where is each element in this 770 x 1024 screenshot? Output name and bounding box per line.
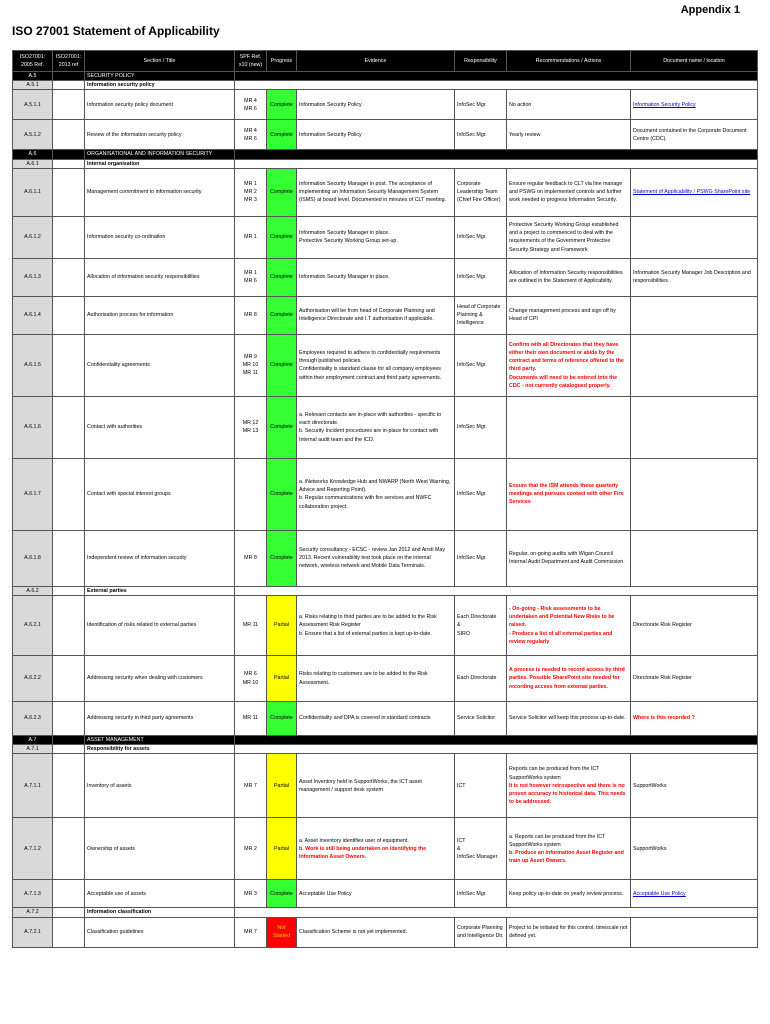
progress-status: Complete — [267, 396, 297, 458]
control-ref: A.6.1.2 — [13, 216, 53, 258]
progress-status: Complete — [267, 168, 297, 216]
recommendation-text: a. Reports can be produced from the ICT SupportWorks system b. Produce an information Asset Register and train up Asset Owners. — [507, 818, 631, 880]
control-row — [13, 216, 758, 258]
subsection-ref: A.7.1 — [13, 745, 53, 754]
evidence-text: a. Risks relating to third parties are to be added to the Risk Assessment Risk Register b. Ensure that a list of external parties is kept up-to-date. — [297, 596, 455, 656]
document-location — [631, 334, 758, 396]
control-title: Addressing security when dealing with customers — [85, 656, 235, 702]
control-row — [13, 296, 758, 334]
spf-ref: MR 11 — [235, 702, 267, 736]
control-row — [13, 917, 758, 947]
control-ref: A.6.1.5 — [13, 334, 53, 396]
spf-ref — [235, 458, 267, 530]
responsibility-text: Head of Corporate Planning & Intelligence — [455, 296, 507, 334]
subsection-title: Responsibility for assets — [85, 745, 235, 754]
control-row — [13, 90, 758, 120]
spf-ref: MR 8 — [235, 296, 267, 334]
section-ref: A.7 — [13, 736, 53, 745]
control-title: Independent review of information security — [85, 530, 235, 586]
evidence-text: Employees required to adhere to confidentially requirements through published policies. Confidentiality is standard clause for all company employees within their employment contract and third party agreements. — [297, 334, 455, 396]
control-ref: A.6.1.6 — [13, 396, 53, 458]
recommendation-text: Protective Security Working Group established and a project to commenced to deal with the requirements of the Government Protective Security Strategy and Framework — [507, 216, 631, 258]
recommendation-text: Yearly review — [507, 120, 631, 150]
control-ref: A.7.1.2 — [13, 818, 53, 880]
control-ref: A.5.1.1 — [13, 90, 53, 120]
page-title: ISO 27001 Statement of Applicability — [12, 24, 220, 38]
spf-ref: MR 11 — [235, 596, 267, 656]
subsection-ref: A.5.1 — [13, 81, 53, 90]
section-row — [13, 736, 758, 745]
progress-status: Partial — [267, 818, 297, 880]
progress-status: Complete — [267, 216, 297, 258]
responsibility-text: InfoSec Mgr. — [455, 530, 507, 586]
control-row — [13, 334, 758, 396]
recommendation-text: Keep policy up-to-date on yearly review process. — [507, 880, 631, 908]
subsection-ref: A.6.2 — [13, 586, 53, 595]
document-location — [631, 216, 758, 258]
control-ref: A.5.1.2 — [13, 120, 53, 150]
control-row — [13, 458, 758, 530]
responsibility-text: InfoSec Mgr. — [455, 334, 507, 396]
recommendation-text: Service Solicitor will keep this process up-to-date. — [507, 702, 631, 736]
recommendation-text: - On-going - Risk assessments to be undertaken and Potential New Risks to be raised. - Produce a list of all external parties and review regularly — [507, 596, 631, 656]
evidence-text: Information Security Manager in place. Protective Security Working Group set-up. — [297, 216, 455, 258]
col-responsibility: Responsibility — [455, 51, 507, 72]
responsibility-text: InfoSec Mgr. — [455, 396, 507, 458]
evidence-text: Authorisation will be from head of Corporate Planning and Intelligence Directorate and I.T authorisation if applicable. — [297, 296, 455, 334]
evidence-text: Information Security Manager in place. — [297, 258, 455, 296]
col-spf-ref: SPF Ref. x10 (new) — [235, 51, 267, 72]
document-location — [631, 296, 758, 334]
recommendation-text — [507, 396, 631, 458]
recommendation-text: Ensure that the ISM attends these quarterly meetings and pursues contact with other Fire Services — [507, 458, 631, 530]
evidence-text: a. Asset Inventory identifies user of equipment. b. Work is still being undertaken on identifying the Information Asset Owners. — [297, 818, 455, 880]
document-location: Directorate Risk Register — [631, 656, 758, 702]
evidence-text: Confidentiality and DPA is covered in standard contracts — [297, 702, 455, 736]
recommendation-text: Confirm with all Directorates that they have either their own document or abide by the contract and terms of reference offered to the third party. Documents will need to be entered into the CDC - not currently catalogued properly. — [507, 334, 631, 396]
spf-ref: MR 7 — [235, 754, 267, 818]
spf-ref: MR 4 MR 6 — [235, 90, 267, 120]
control-ref: A.6.2.3 — [13, 702, 53, 736]
document-location: SupportWorks — [631, 818, 758, 880]
control-ref: A.6.2.1 — [13, 596, 53, 656]
subsection-row — [13, 745, 758, 754]
col-evidence: Evidence — [297, 51, 455, 72]
col-iso2005-ref: ISO27001: 2005 Ref. — [13, 51, 53, 72]
responsibility-text: InfoSec Mgr. — [455, 216, 507, 258]
control-row — [13, 120, 758, 150]
spf-ref: MR 1 MR 2 MR 3 — [235, 168, 267, 216]
col-iso2013-ref: ISO27001: 2013 ref — [53, 51, 85, 72]
control-ref: A.7.1.1 — [13, 754, 53, 818]
progress-status: Complete — [267, 334, 297, 396]
control-title: Allocation of information security responsibilities — [85, 258, 235, 296]
control-title: Acceptable use of assets — [85, 880, 235, 908]
control-row — [13, 818, 758, 880]
evidence-text: a. Relevant contacts are in-place with authorities - specific to each directorate. b. Security Incident procedures are in-place for contact with Internal audit team and the ICO. — [297, 396, 455, 458]
control-row — [13, 880, 758, 908]
responsibility-text: InfoSec Mgr. — [455, 90, 507, 120]
recommendation-text: Change management process and sign off by Head of CPI — [507, 296, 631, 334]
responsibility-text: Service Solicitor — [455, 702, 507, 736]
control-title: Inventory of assets — [85, 754, 235, 818]
evidence-text: a. iNetworks Knowledge Hub and NWARP (North West Warning, Advice and Reporting Point). b. Regular communications with fire services and NWFC collaboration project. — [297, 458, 455, 530]
control-title: Addressing security in third party agreements — [85, 702, 235, 736]
control-title: Identification of risks related to external parties — [85, 596, 235, 656]
evidence-text: Classification Scheme is not yet implemented. — [297, 917, 455, 947]
section-ref: A.6 — [13, 150, 53, 159]
col-section-title: Section / Title — [85, 51, 235, 72]
col-progress: Progress — [267, 51, 297, 72]
control-title: Review of the information security policy — [85, 120, 235, 150]
subsection-row — [13, 159, 758, 168]
progress-status: Complete — [267, 90, 297, 120]
responsibility-text: Each Directorate — [455, 656, 507, 702]
control-ref: A.6.1.3 — [13, 258, 53, 296]
evidence-text: Asset Inventory held in SupportWorks, the ICT asset management / support desk system — [297, 754, 455, 818]
subsection-row — [13, 908, 758, 917]
control-ref: A.7.1.3 — [13, 880, 53, 908]
statement-of-applicability-table — [12, 50, 758, 948]
evidence-text: Information Security Manager in post. The acceptance of implementing an Information Security Management System (ISMS) at board level. Documented in minutes of CLT meeting. — [297, 168, 455, 216]
control-row — [13, 396, 758, 458]
document-location — [631, 458, 758, 530]
control-title: Classification guidelines — [85, 917, 235, 947]
progress-status: Complete — [267, 258, 297, 296]
spf-ref: MR 3 — [235, 880, 267, 908]
header-row — [13, 51, 758, 72]
subsection-ref: A.6.1 — [13, 159, 53, 168]
control-ref: A.6.1.7 — [13, 458, 53, 530]
subsection-title: External parties — [85, 586, 235, 595]
responsibility-text: Each Directorate & SIRO — [455, 596, 507, 656]
spf-ref: MR 1 — [235, 216, 267, 258]
control-title: Contact with authorities — [85, 396, 235, 458]
control-ref: A.6.2.2 — [13, 656, 53, 702]
col-recommendations: Recommendations / Actions — [507, 51, 631, 72]
spf-ref: MR 8 — [235, 530, 267, 586]
control-row — [13, 530, 758, 586]
control-title: Contact with special interest groups — [85, 458, 235, 530]
subsection-row — [13, 586, 758, 595]
document-location: Where is this recorded ? — [631, 702, 758, 736]
control-row — [13, 258, 758, 296]
section-row — [13, 72, 758, 81]
subsection-title: Information security policy — [85, 81, 235, 90]
progress-status: Complete — [267, 702, 297, 736]
document-location — [631, 530, 758, 586]
spf-ref: MR 4 MR 6 — [235, 120, 267, 150]
recommendation-text: Project to be initiated for this control, timescale not defined yet. — [507, 917, 631, 947]
control-title: Confidentiality agreements — [85, 334, 235, 396]
progress-status: Partial — [267, 754, 297, 818]
control-row — [13, 168, 758, 216]
evidence-text: Risks relating to customers are to be added to the Risk Assessment. — [297, 656, 455, 702]
progress-status: Complete — [267, 296, 297, 334]
section-title: ASSET MANAGEMENT — [85, 736, 235, 745]
spf-ref: MR 6 MR 10 — [235, 656, 267, 702]
spf-ref: MR 7 — [235, 917, 267, 947]
control-title: Information security policy document — [85, 90, 235, 120]
subsection-row — [13, 81, 758, 90]
document-location: Document contained in the Corporate Document Centre (CDC). — [631, 120, 758, 150]
progress-status: Partial — [267, 596, 297, 656]
responsibility-text: InfoSec Mgr. — [455, 258, 507, 296]
subsection-ref: A.7.2 — [13, 908, 53, 917]
control-row — [13, 754, 758, 818]
spf-ref: MR 12 MR 13 — [235, 396, 267, 458]
control-ref: A.6.1.1 — [13, 168, 53, 216]
spf-ref: MR 2 — [235, 818, 267, 880]
section-ref: A.5 — [13, 72, 53, 81]
document-link[interactable]: Acceptable Use Policy — [631, 880, 758, 908]
evidence-text: Acceptable Use Policy — [297, 880, 455, 908]
evidence-text: Information Security Policy — [297, 90, 455, 120]
control-row — [13, 702, 758, 736]
responsibility-text: ICT & InfoSec Manager — [455, 818, 507, 880]
progress-status: Complete — [267, 530, 297, 586]
section-row — [13, 150, 758, 159]
responsibility-text: InfoSec Mgr. — [455, 120, 507, 150]
subsection-title: Internal organisation — [85, 159, 235, 168]
document-location: Directorate Risk Register — [631, 596, 758, 656]
progress-status: Not Started — [267, 917, 297, 947]
subsection-title: Information classification — [85, 908, 235, 917]
document-link[interactable]: Statement of Applicability / PSWG SharePoint site — [631, 168, 758, 216]
responsibility-text: Corporate Leadership Team (Chief Fire Officer) — [455, 168, 507, 216]
recommendation-text: Allocation of Information Security responsibilities are outlined in the Statement of Applicability. — [507, 258, 631, 296]
control-row — [13, 656, 758, 702]
document-link[interactable]: Information Security Policy — [631, 90, 758, 120]
responsibility-text: Corporate Planning and Intelligence Dir. — [455, 917, 507, 947]
evidence-text: Information Security Policy — [297, 120, 455, 150]
evidence-text: Security consultancy - ECSC - review Jan 2012 and Airsti May 2013. Recent vulnerability test took place on the internal network, wireless network and Mobile Data Terminals. — [297, 530, 455, 586]
appendix-label: Appendix 1 — [680, 4, 740, 16]
section-title: ORGANISATIONAL AND INFORMATION SECURITY — [85, 150, 235, 159]
control-title: Ownership of assets — [85, 818, 235, 880]
document-location: SupportWorks — [631, 754, 758, 818]
spf-ref: MR 9 MR 10 MR 11 — [235, 334, 267, 396]
progress-status: Partial — [267, 656, 297, 702]
responsibility-text: ICT — [455, 754, 507, 818]
recommendation-text: No action — [507, 90, 631, 120]
spf-ref: MR 1 MR 6 — [235, 258, 267, 296]
recommendation-text: Ensure regular feedback to CLT via line manage and PSWG on implemented controls and further work needed to progress Information Security. — [507, 168, 631, 216]
progress-status: Complete — [267, 120, 297, 150]
recommendation-text: A process is needed to record access by third parties. Possible SharePoint site needed for recording access from external parties. — [507, 656, 631, 702]
control-title: Information security co-ordination — [85, 216, 235, 258]
control-ref: A.6.1.4 — [13, 296, 53, 334]
recommendation-text: Regular, on-going audits with Wigan Council Internal Audit Department and Audit Commission. — [507, 530, 631, 586]
document-location — [631, 917, 758, 947]
control-row — [13, 596, 758, 656]
col-document-location: Document name / location — [631, 51, 758, 72]
recommendation-text: Reports can be produced from the ICT SupportWorks system It is not however retrospective and there is no proven accuracy to historical data. This needs to be addressed. — [507, 754, 631, 818]
control-ref: A.6.1.8 — [13, 530, 53, 586]
document-location: Information Security Manager Job Description and responsibilities. — [631, 258, 758, 296]
responsibility-text: InfoSec Mgr. — [455, 880, 507, 908]
document-location — [631, 396, 758, 458]
control-title: Authorisation process for information — [85, 296, 235, 334]
section-title: SECURITY POLICY — [85, 72, 235, 81]
control-title: Management commitment to information security — [85, 168, 235, 216]
progress-status: Complete — [267, 458, 297, 530]
responsibility-text: InfoSec Mgr. — [455, 458, 507, 530]
progress-status: Complete — [267, 880, 297, 908]
control-ref: A.7.2.1 — [13, 917, 53, 947]
